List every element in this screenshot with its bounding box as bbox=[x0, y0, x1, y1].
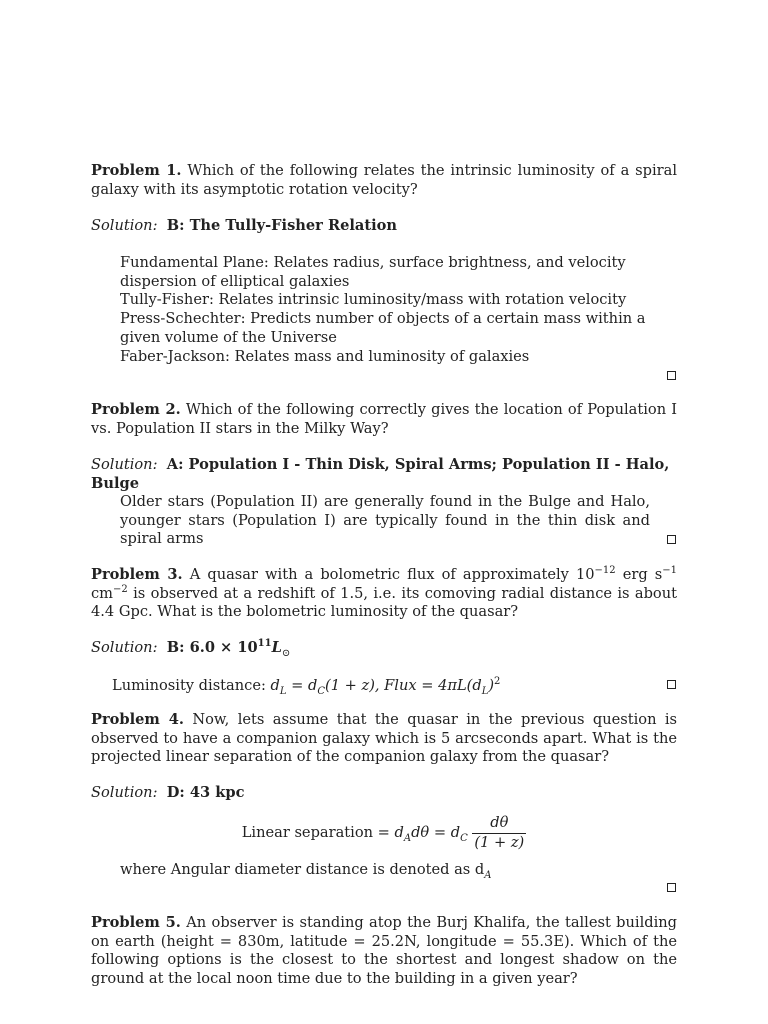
problem-2-note: Older stars (Population II) are generally found in the Bulge and Halo, younger stars (Population I) are typically found in the thin disk and spiral arms bbox=[120, 493, 650, 548]
fraction-denominator: (1 + z) bbox=[474, 833, 525, 851]
problem-text: Which of the following relates the intrinsic luminosity of a spiral galaxy with its asymptotic rotation velocity? bbox=[91, 162, 678, 198]
formula: = d bbox=[286, 677, 318, 694]
solution-answer: A: Population I - Thin Disk, Spiral Arms; Population II - Halo, Bulge bbox=[91, 456, 670, 492]
problem-4-solution bbox=[91, 784, 677, 803]
note-line: Fundamental Plane: Relates radius, surface brightness, and velocity dispersion of elliptical galaxies bbox=[120, 254, 626, 290]
fraction-numerator: dθ bbox=[490, 814, 509, 831]
subscript: L bbox=[279, 685, 287, 697]
problem-4-equation bbox=[91, 814, 677, 852]
qed-box-icon bbox=[667, 535, 676, 544]
problem-3-note bbox=[112, 677, 652, 696]
subscript: L bbox=[481, 685, 489, 697]
problem-1-solution bbox=[91, 217, 677, 236]
solution-answer-prefix: B: bbox=[166, 639, 190, 656]
problem-label: Problem 2. bbox=[91, 401, 181, 418]
sun-symbol: ⊙ bbox=[281, 647, 291, 659]
qed-box-icon bbox=[667, 680, 676, 689]
fraction bbox=[472, 814, 526, 852]
problem-label: Problem 1. bbox=[91, 162, 182, 179]
problem-4-question bbox=[91, 711, 677, 767]
qed-box-icon bbox=[667, 371, 676, 380]
note-line: Tully-Fisher: Relates intrinsic luminosity/mass with rotation velocity bbox=[120, 291, 627, 309]
problem-text: is observed at a redshift of 1.5, i.e. its comoving radial distance is about 4.4 Gpc. What is the bolometric luminosity of the quasar? bbox=[91, 584, 677, 621]
problem-text: cm bbox=[91, 584, 114, 602]
exponent: −2 bbox=[113, 583, 128, 595]
solution-answer: B: The Tully-Fisher Relation bbox=[166, 217, 397, 234]
note-line: Faber-Jackson: Relates mass and luminosity of galaxies bbox=[120, 347, 530, 365]
solution-label: Solution: bbox=[91, 217, 158, 234]
formula: ) bbox=[488, 677, 495, 694]
solution-answer-value: 6.0 × 10 bbox=[189, 639, 258, 656]
problem-1-notes bbox=[120, 254, 650, 366]
note-text: Luminosity distance: bbox=[112, 677, 271, 694]
problem-2-question bbox=[91, 401, 677, 438]
qed-box-icon bbox=[667, 883, 676, 892]
luminosity-symbol: L bbox=[271, 639, 282, 656]
formula: dθ = d bbox=[411, 824, 461, 842]
subscript: C bbox=[317, 685, 326, 697]
exponent: 11 bbox=[257, 638, 272, 650]
problem-text: A quasar with a bolometric flux of approximately 10 bbox=[189, 566, 595, 583]
exponent: −12 bbox=[594, 565, 616, 577]
problem-label: Problem 5. bbox=[91, 914, 181, 931]
problem-1-question bbox=[91, 162, 677, 199]
formula: (1 + z), Flux = 4πL(d bbox=[325, 677, 482, 694]
problem-text: erg s bbox=[615, 566, 663, 583]
subscript: C bbox=[460, 833, 468, 845]
exponent: 2 bbox=[494, 676, 501, 688]
problem-3-solution bbox=[91, 639, 677, 658]
subscript: A bbox=[403, 833, 412, 845]
subscript: A bbox=[484, 869, 492, 881]
equation-text: Linear separation = bbox=[241, 824, 395, 842]
problem-text: Now, lets assume that the quasar in the previous question is observed to have a companion galaxy which is 5 arcseconds apart. What is the projected linear separation of the companion galaxy from the quasar? bbox=[91, 711, 678, 766]
formula: d bbox=[270, 677, 280, 694]
solution-label: Solution: bbox=[91, 456, 158, 473]
problem-label: Problem 4. bbox=[91, 711, 184, 728]
problem-5-question bbox=[91, 914, 677, 989]
problem-label: Problem 3. bbox=[91, 566, 183, 583]
problem-2-solution bbox=[91, 456, 691, 493]
problem-text: An observer is standing atop the Burj Khalifa, the tallest building on earth (height = 830m, latitude = 25.2N, longitude = 55.3E). Which of the following options is the closest to the shortest and longest shadow on the ground at the local noon time due to the building in a given year? bbox=[91, 914, 678, 988]
solution-label: Solution: bbox=[91, 639, 158, 656]
exponent: −1 bbox=[662, 565, 678, 577]
note-text: where Angular diameter distance is denoted as d bbox=[120, 861, 485, 878]
note-line: Press-Schechter: Predicts number of objects of a certain mass within a given volume of the Universe bbox=[120, 310, 646, 346]
problem-3-question bbox=[91, 566, 677, 622]
solution-answer: D: 43 kpc bbox=[166, 784, 245, 801]
formula: d bbox=[394, 824, 404, 842]
solution-label: Solution: bbox=[91, 784, 158, 801]
problem-4-note bbox=[120, 861, 650, 880]
problem-text: Which of the following correctly gives the location of Population I vs. Population II stars in the Milky Way? bbox=[91, 401, 678, 437]
